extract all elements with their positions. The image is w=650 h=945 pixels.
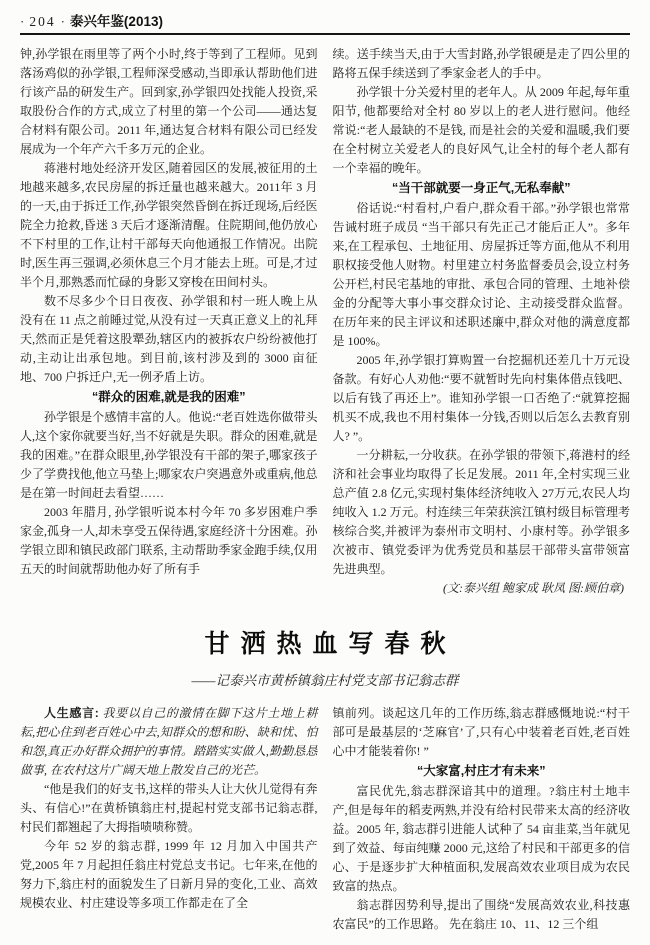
article-title: 甘洒热血写春秋 [204,630,457,658]
section-heading: “当干部就要一身正气,无私奉献” [392,181,571,195]
paragraph: 今年 52 岁的翁志群, 1999 年 12 月加入中国共产党,2005 年 7 月起担任翁庄村党总支书记。七年来,在他的努力下,翁庄村的面貌发生了日新月异的变化,工业、高效规模农业、村庄建设等多项工作都走在了全 [20,839,318,910]
paragraph: 数不尽多少个日日夜夜、孙学银和村一班人晚上从没有在 11 点之前睡过觉,从没有过一天真正意义上的礼拜天,然而正是凭着这股犟劲,辖区内的被拆农户纷纷被他打动,主动让出承包地。到目前,该村涉及到的 3000 亩征地、700 户拆迁户,无一例矛盾上访。 [20,294,318,384]
header-rule [20,33,630,35]
page-number: 204 [29,14,56,29]
paragraph: 2005 年,孙学银打算购置一台挖掘机还差几十万元设备款。有好心人劝他:“要不就暂时先向村集体借点钱吧、以后有钱了再还上”。谁知孙学银一口否绝了:“就算挖掘机买不成,我也不用村集体一分钱,否则以后怎么去教育别人? ”。 [332,353,630,443]
paragraph: 孙学银是个感情丰富的人。他说:“老百姓选你做带头人,这个家你就要当好,当不好就是失职。群众的困难,就是我的困难。”在群众眼里,孙学银没有干部的架子,哪家孩子少了学费找他,他立马垫上;哪家农户突遇意外或重病,他总是在第一时间赶去看望…… [20,410,318,500]
paragraph: 翁志群因势利导,提出了围绕“发展高效农业,科技惠农富民”的工作思路。 先在翁庄 10、11、12 三个组 [332,898,630,931]
paragraph: 一分耕耘,一分收获。在孙学银的带领下,蒋港村的经济和社会事业均取得了长足发展。2011 年,全村实现三业总产值 2.8 亿元,实现村集体经济纯收入 27万元,农民人均纯收入 1.2 万元。村连续三年荣获滨江镇村级目标管理考核综合奖,并被评为泰州市文明村、小康村等。孙学银多次被市、镇党委评为优秀党员和基层干部带头富带领富先进典型。 [332,448,630,576]
paragraph: 2003 年腊月, 孙学银听说本村今年 70 多岁困难户季家金,孤身一人,却未享受五保待遇,家庭经济十分困难。孙学银立即和镇民政部门联系, 主动帮助季家金跑手续,仅用五天的时间就帮助他办好了所有手 [20,505,318,576]
paragraph: “他是我们的好支书,这样的带头人让大伙儿觉得有奔头、有信心!”在黄桥镇翁庄村,提起村党支部书记翁志群,村民们都翘起了大拇指啧啧称赞。 [20,782,318,834]
paragraph: 孙学银十分关爱村里的老年人。从 2009 年起,每年重阳节, 他都要给对全村 80 岁以上的老人进行慰问。他经常说:“老人最缺的不是钱, 而是社会的关爱和温暖,我们要在全村树立关爱老人的良好风气,让全村的每个老人都有一个幸福的晚年。 [332,85,630,175]
header-dot-right: · [60,14,65,29]
byline: (文:泰兴组 鲍家成 耿凤 图:顾伯章) [443,581,624,595]
paragraph: 蒋港村地处经济开发区,随着园区的发展,被征用的土地越来越多,农民房屋的拆迁量也越来越大。2011年 3 月的一天,由于拆迁工作,孙学银突然昏倒在拆迁现场,后经医院全力抢救,昏迷 3 天后才逐渐清醒。住院期间,他仍放心不下村里的工作,让村干部每天向他通报工作情况。出院时,医生再三强调,必须休息三个月才能去上班。可是,才过半个月,那熟悉而忙碌的身影又穿梭在田间村头。 [20,161,318,289]
motto-label: 人生感言: [44,706,99,720]
motto-paragraph [20,704,318,780]
article-subtitle: ——记泰兴市黄桥镇翁庄村党支部书记翁志群 [191,673,459,688]
paragraph: 俗话说:“村看村,户看户,群众看干部。”孙学银也常常告诫村班子成员 “当干部只有先正己才能后正人”。多年来,在工程承包、土地征用、房屋拆迁等方面,他从不利用职权接受他人财物。村里建立村务监督委员会,设立村务公开栏,村民宅基地的审批、承包合同的管理、土地补偿金的分配等大事小事交群众讨论、主动接受群众监督。在历年来的民主评议和述职述廉中,群众对他的满意度都是 100%。 [332,201,630,348]
article2-columns [20,704,630,934]
article1-right-column [333,45,631,598]
article2-right-column [333,704,631,934]
article1-left-column [20,45,318,598]
motto-text: 我要以自己的激情在脚下这片土地上耕耘,把心住到老百姓心中去,知群众的想和盼、缺和忧、怕和怨,真正办好群众拥护的事情。踏踏实实做人,勤勤恳恳做事, 在农村这片广阔天地上散发自己的光芒。 [20,706,318,777]
section-heading: “群众的困难,就是我的困难” [92,390,246,404]
paragraph: 钟,孙学银在雨里等了两个小时,终于等到了工程师。见到落汤鸡似的孙学银,工程师深受感动,当即承认帮助他们进行该产品的研发生产。回到家,孙学银四处找能人投资,采取股份合作的方式,成立了村里的第一个公司——通达复合材料有限公司。2011 年,通达复合材料有限公司已经发展成为一个年产六千多万元的企业。 [20,47,318,156]
paragraph: 镇前列。谈起这几年的工作历练,翁志群感慨地说:“村干部可是最基层的‘芝麻官’了,只有心中装着老百姓,老百姓心中才能装着你! ” [332,706,630,758]
paragraph: 富民优先,翁志群深谙其中的道理。?翁庄村土地丰产,但是每年的稻麦两熟,并没有给村民带来太高的经济收益。2005 年, 翁志群引进能人试种了 54 亩韭菜,当年就见到了效益、每亩纯赚 2000 元,这给了村民和干部更多的信心、于是逐步扩大种植面积,发展高效农业项目成为农民致富的热点。 [332,784,630,893]
paragraph: 续。送手续当天,由于大雪封路,孙学银硬是走了四公里的路将五保手续送到了季家金老人的手中。 [332,47,630,80]
section-heading: “大家富,村庄才有未来” [417,764,546,778]
page-header [20,8,630,30]
header-dot-left: · [20,14,25,29]
article1-columns [20,45,630,598]
book-title: 泰兴年鉴(2013) [69,14,163,29]
article2-left-column [20,704,318,934]
